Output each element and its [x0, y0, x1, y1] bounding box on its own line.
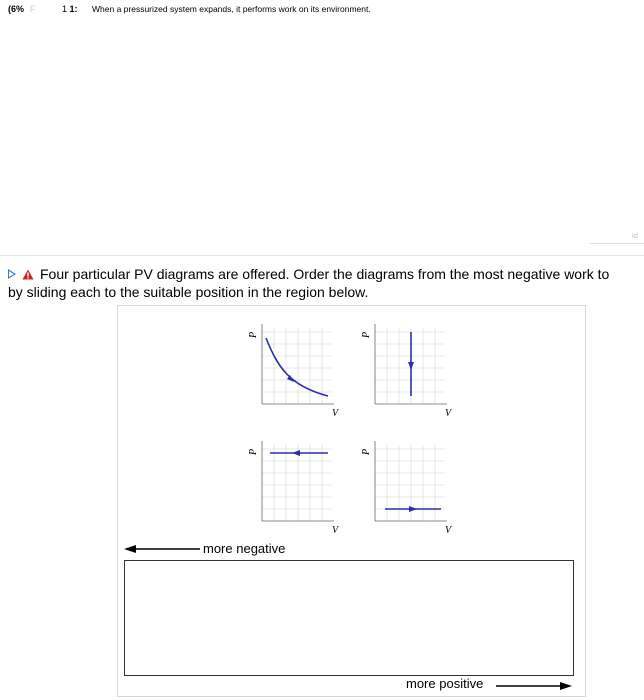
v-axis-label: V [445, 525, 452, 536]
pv-diagram-horizontal-right-graphic [361, 437, 457, 537]
pv-diagram-horizontal-left-graphic [248, 437, 344, 537]
ranking-drop-zone[interactable] [124, 560, 574, 676]
pv-diagram-curve[interactable] [248, 320, 339, 419]
section-divider [0, 255, 644, 256]
more-negative-label: more negative [203, 541, 286, 556]
question-prefix: 1 [62, 4, 68, 14]
prompt-line-1-text: Four particular PV diagrams are offered. Order the diagrams from the most negative work to [40, 266, 610, 282]
p-axis-label: P [361, 448, 372, 455]
score-faded: F [30, 4, 36, 14]
warning-icon [22, 269, 34, 280]
prompt-line-2: by sliding each to the suitable position in the region below. [8, 284, 369, 300]
question-number-label: 1: [69, 4, 78, 14]
question-number [62, 4, 78, 14]
more-positive-arrow-icon [496, 680, 572, 692]
v-axis-label: V [332, 408, 339, 419]
question-text: When a pressurized system expands, it performs work on its environment. [92, 4, 371, 14]
expand-triangle-icon[interactable] [8, 269, 16, 279]
more-negative-arrow-icon [124, 543, 200, 555]
p-axis-label: P [248, 331, 259, 338]
more-positive-label: more positive [406, 676, 484, 691]
v-axis-label: V [445, 408, 452, 419]
pv-diagram-curve-graphic [248, 320, 344, 420]
p-axis-label: P [361, 331, 372, 338]
pv-diagram-vertical[interactable] [361, 320, 452, 419]
divider-right [590, 243, 644, 244]
p-axis-label: P [248, 448, 259, 455]
pv-diagram-vertical-graphic [361, 320, 457, 420]
v-axis-label: V [332, 525, 339, 536]
side-tag: Id [632, 233, 638, 240]
pv-diagram-horizontal-left[interactable] [248, 437, 339, 536]
pv-diagram-horizontal-right[interactable] [361, 437, 452, 536]
prompt-line-1 [8, 265, 609, 283]
score-percent: (6% [8, 4, 25, 14]
question-header [0, 0, 644, 22]
